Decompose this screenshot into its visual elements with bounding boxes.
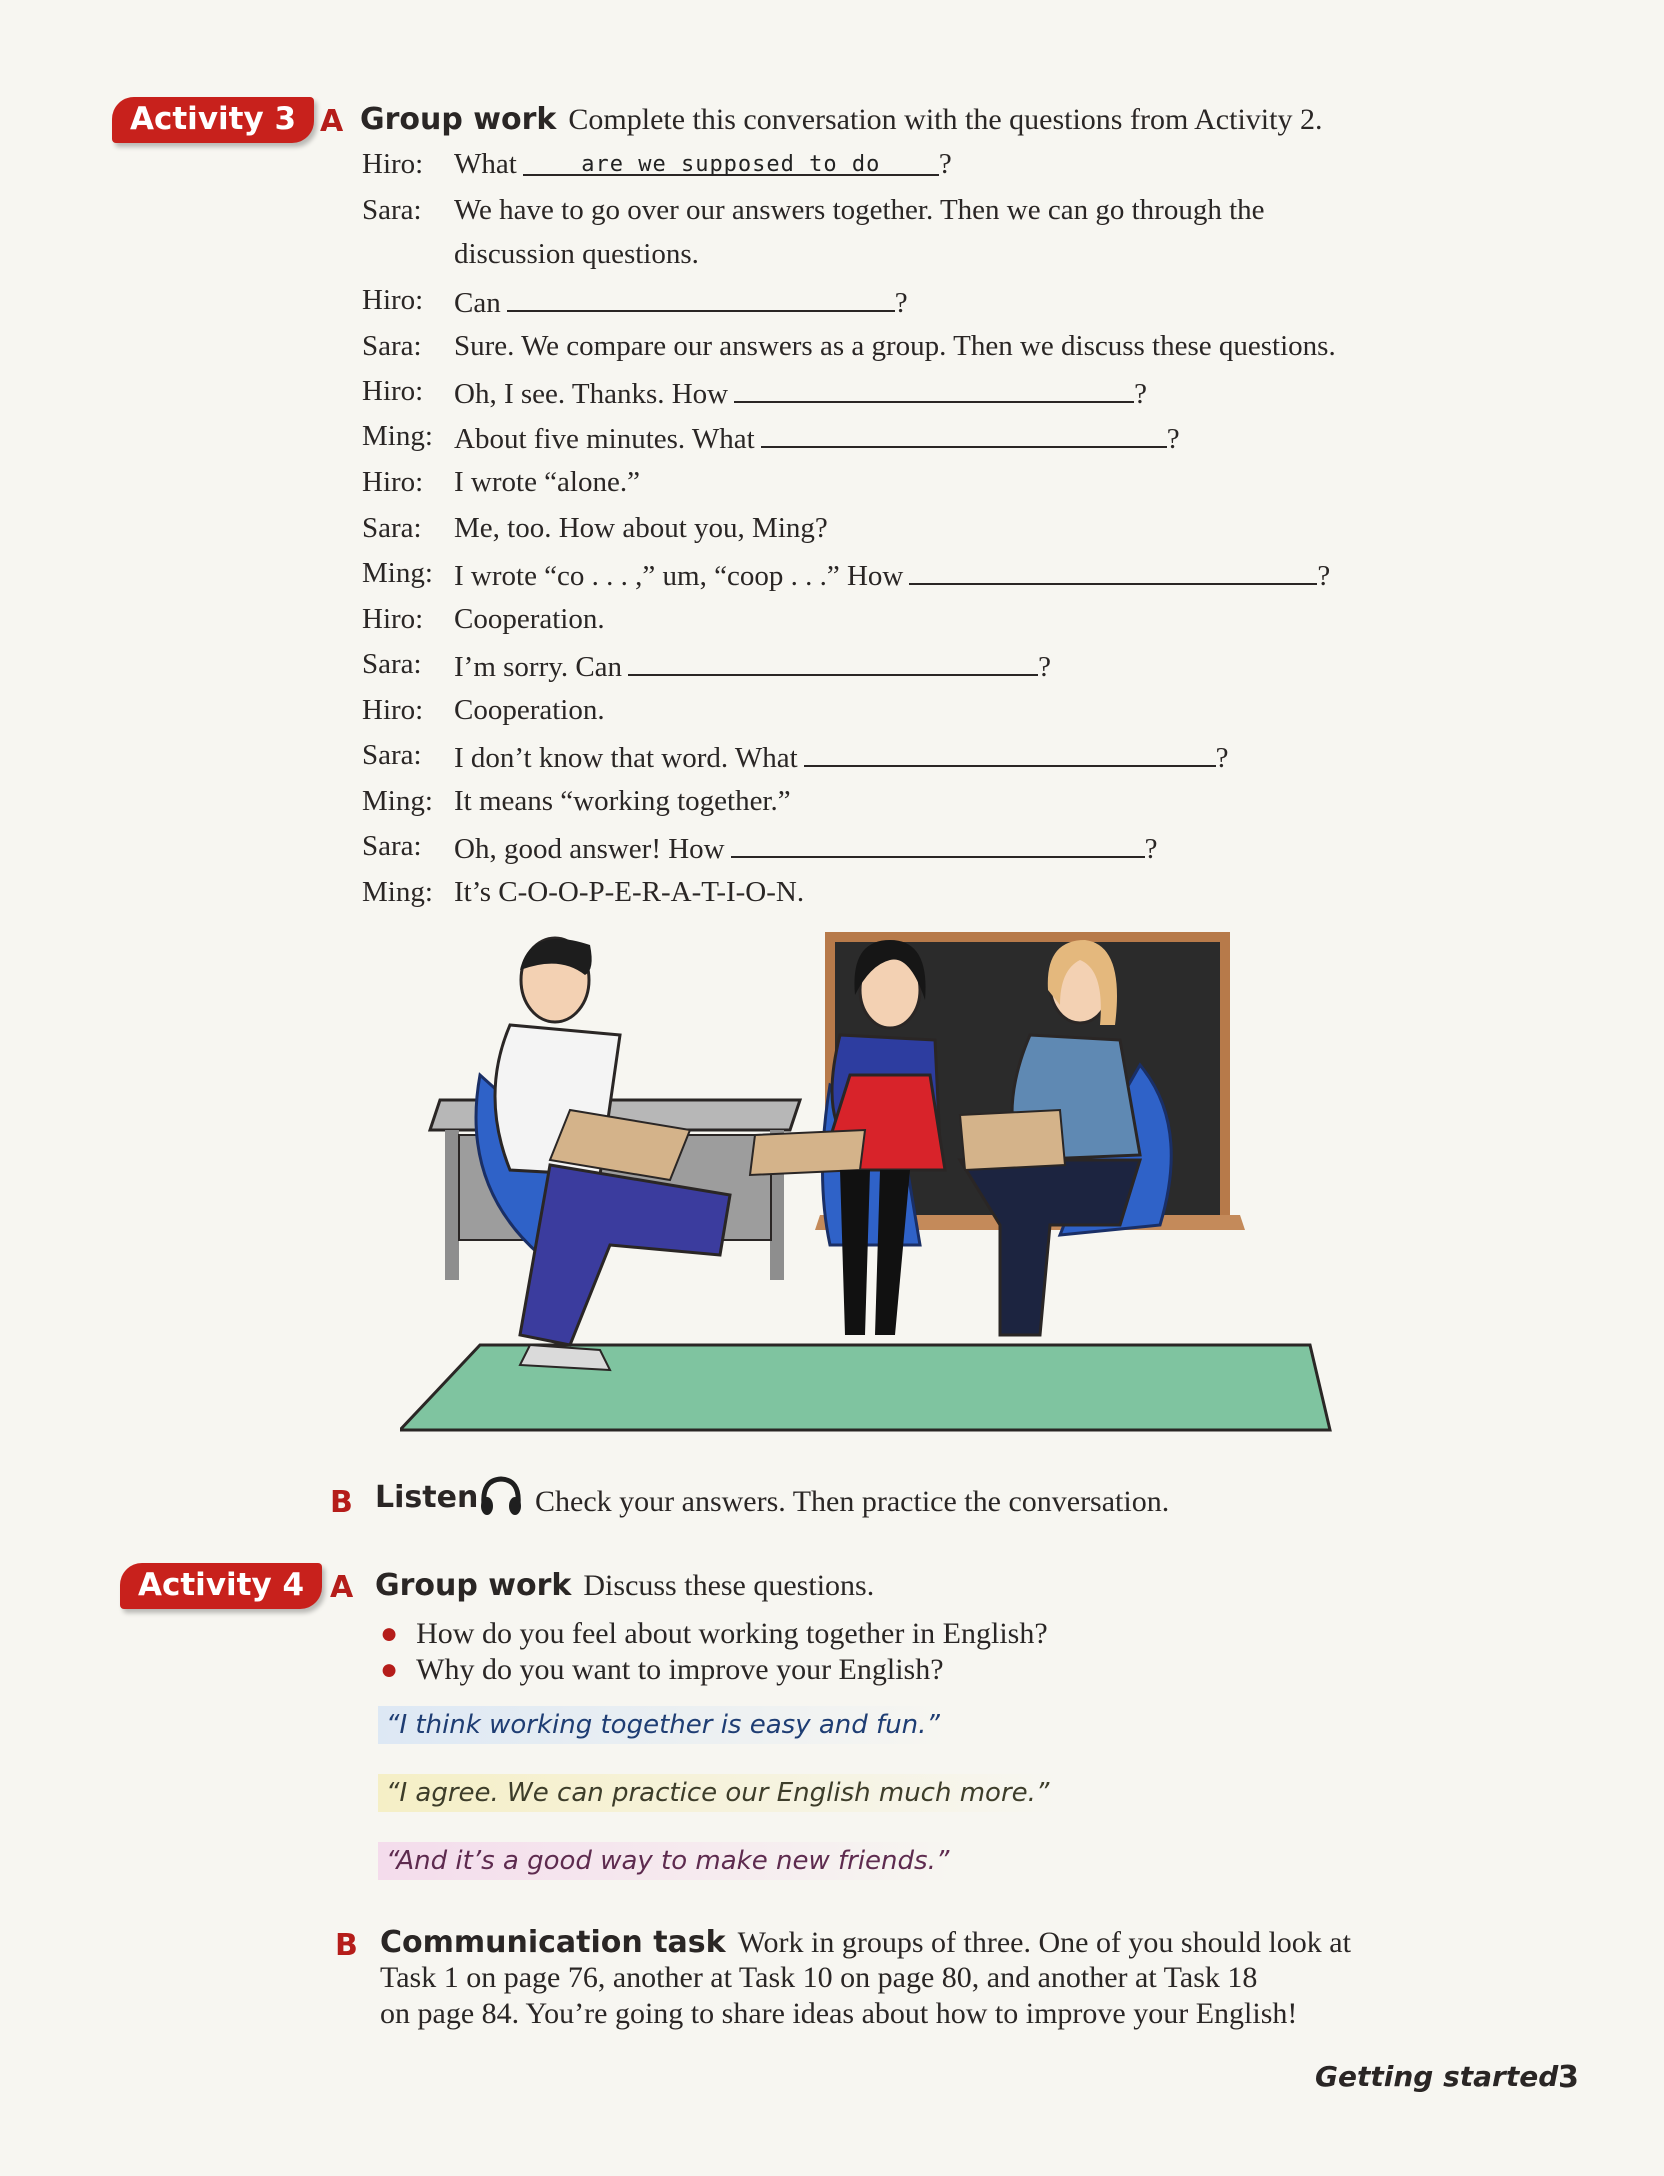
answer-blank[interactable] [523,148,939,176]
dialogue-text: I wrote “alone.” [454,466,640,498]
question-mark: ? [1166,423,1180,455]
question-text: Why do you want to improve your English? [416,1653,944,1686]
speaker: Sara: [362,330,422,362]
dialogue-text: What [454,148,517,180]
task-line: Task 1 on page 76, another at Task 10 on page 80, and another at Task 18 [380,1961,1258,1994]
speaker: Sara: [362,830,422,862]
speaker: Ming: [362,557,433,589]
table-leg [445,1130,459,1280]
example-quote: “I agree. We can practice our English much more.” [378,1774,1057,1812]
activity-4-part-a-heading [375,1568,874,1603]
dialogue-text: Sure. We compare our answers as a group. Then we discuss these questions. [454,330,1336,362]
dialogue-text: Cooperation. [454,603,605,635]
activity-4-badge: Activity 4 [120,1563,322,1609]
dialogue-text: We have to go over our answers together. Then we can go through the [454,194,1265,226]
question-bullet [380,1617,1048,1651]
speaker: Hiro: [362,375,424,407]
dialogue-text: I’m sorry. Can [454,651,623,683]
activity-4-part-b-letter: B [335,1928,358,1963]
dialogue-text: Oh, I see. Thanks. How [454,378,729,410]
activity-4-part-b-title: Communication task [380,1925,726,1960]
answer-blank[interactable] [731,830,1145,858]
question-mark: ? [1038,651,1051,683]
speaker: Hiro: [362,694,424,726]
question-mark: ? [1317,560,1331,592]
question-mark: ? [894,287,908,319]
activity-3-badge: Activity 3 [112,97,314,143]
speaker: Ming: [362,785,433,817]
dialogue-text: Can [454,287,501,319]
activity-4-part-a-title: Group work [375,1568,572,1603]
dialogue-text: Me, too. How about you, Ming? [454,512,828,544]
question-mark: ? [1144,833,1158,865]
classroom-illustration [400,925,1340,1445]
activity-3-part-b-letter: B [330,1485,353,1520]
answer-blank[interactable] [507,284,895,312]
activity-4-part-a-letter: A [330,1570,354,1605]
example-quote: “And it’s a good way to make new friends.” [378,1842,957,1880]
task-line: on page 84. You’re going to share ideas about how to improve your English! [380,1997,1298,2030]
answer-blank[interactable] [761,420,1167,448]
speaker: Sara: [362,739,422,771]
question-mark: ? [938,148,952,180]
speaker: Sara: [362,648,422,680]
speaker: Hiro: [362,148,424,180]
activity-4-part-a-instruction: Discuss these questions. [583,1569,875,1602]
page-number: 3 [1558,2060,1579,2095]
question-mark: ? [1215,742,1229,774]
dialogue-text: It means “working together.” [454,785,791,817]
example-quote: “I think working together is easy and fun.” [378,1706,948,1744]
question-text: How do you feel about working together in English? [416,1617,1048,1650]
handwritten-answer: are we supposed to do [581,152,881,177]
dialogue-text: Cooperation. [454,694,605,726]
bullet-dot: ● [380,1653,399,1686]
dialogue-text: It’s C-O-O-P-E-R-A-T-I-O-N. [454,876,805,908]
dialogue-text: discussion questions. [454,238,699,270]
activity-3-part-b-heading [375,1480,490,1515]
activity-3-part-b-instruction: Check your answers. Then practice the conversation. [535,1485,1170,1518]
question-bullet [380,1653,944,1687]
answer-blank[interactable] [734,375,1134,403]
activity-4-part-b-heading [380,1925,1351,1960]
speaker: Ming: [362,420,433,452]
activity-3-part-a-instruction: Complete this conversation with the questions from Activity 2. [568,103,1323,136]
activity-3-part-b-title: Listen [375,1480,479,1515]
answer-blank[interactable] [804,739,1216,767]
speaker: Sara: [362,512,422,544]
activity-3-part-a-heading [360,102,1322,137]
bullet-dot: ● [380,1617,399,1650]
speaker: Ming: [362,876,433,908]
speaker: Hiro: [362,466,424,498]
section-footer: Getting started [1315,2060,1559,2093]
headphones-icon[interactable] [478,1474,524,1518]
speaker: Sara: [362,194,422,226]
dialogue-text: I don’t know that word. What [454,742,798,774]
question-mark: ? [1134,378,1147,410]
dialogue-text: Oh, good answer! How [454,833,725,865]
dialogue-text: I wrote “co . . . ,” um, “coop . . .” How [454,560,904,592]
answer-blank[interactable] [628,648,1038,676]
answer-blank[interactable] [909,557,1317,585]
speaker: Hiro: [362,284,424,316]
task-line: Work in groups of three. One of you should look at [737,1926,1351,1959]
speaker: Hiro: [362,603,424,635]
activity-3-part-a-letter: A [320,104,344,139]
activity-3-part-a-title: Group work [360,102,557,137]
dialogue-text: About five minutes. What [454,423,755,455]
